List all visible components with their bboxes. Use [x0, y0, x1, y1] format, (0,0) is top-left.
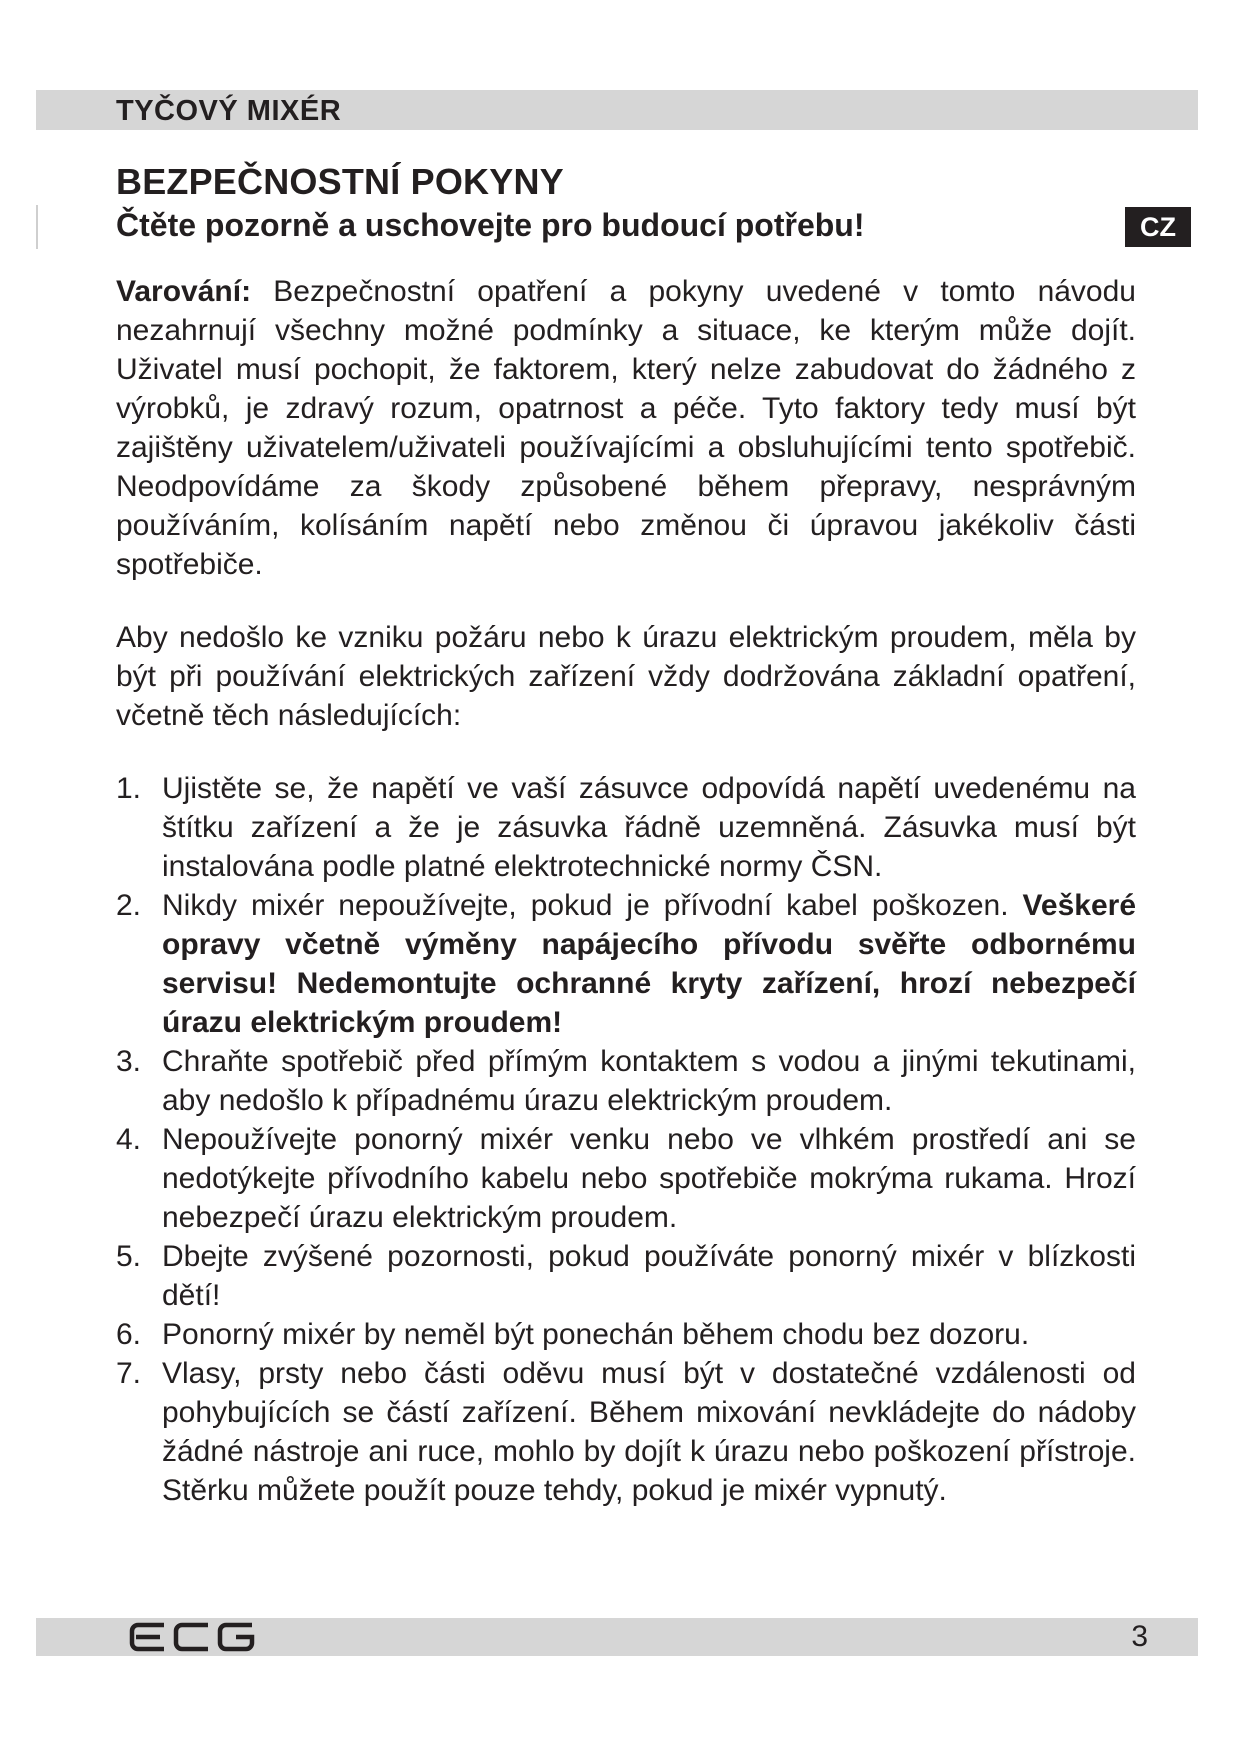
footer-bar: [36, 1618, 1198, 1656]
list-item-number: 2.: [116, 889, 142, 922]
header-title: TYČOVÝ MIXÉR: [116, 95, 342, 127]
section-subtitle: Čtěte pozorně a uschovejte pro budoucí potřebu!: [116, 207, 865, 243]
list-item-text-bold: Veškeré opravy včetně výměny napájecího přívodu svěřte odbornému servisu! Nedemontujte ochranné kryty zařízení, hrozí nebezpečí úrazu elektrickým proudem!: [162, 889, 1136, 1039]
list-item-text: Nepoužívejte ponorný mixér venku nebo ve vlhkém prostředí ani se nedotýkejte přívodního kabelu nebo spotřebiče mokrýma rukama. Hrozí nebezpečí úrazu elektrickým proudem.: [162, 1123, 1136, 1234]
list-item-text: Dbejte zvýšené pozornosti, pokud používáte ponorný mixér v blízkosti dětí!: [162, 1240, 1136, 1312]
list-item-number: 3.: [116, 1045, 142, 1078]
list-item-number: 1.: [116, 772, 142, 805]
intro-paragraph: Aby nedošlo ke vzniku požáru nebo k úrazu elektrickým proudem, měla by být při používání elektrických zařízení vždy dodržována základní opatření, včetně těch následujících:: [116, 621, 1136, 732]
list-item-text: Ujistěte se, že napětí ve vaší zásuvce odpovídá napětí uvedenému na štítku zařízení a že je zásuvka řádně uzemněná. Zásuvka musí být instalována podle platné elektrotechnické normy ČSN.: [162, 772, 1136, 883]
list-item: [116, 1120, 1136, 1237]
list-item: [116, 1042, 1136, 1120]
warning-text: Bezpečnostní opatření a pokyny uvedené v tomto návodu nezahrnují všechny možné podmínky a situace, ke kterým může dojít. Uživatel musí pochopit, že faktorem, který nelze zabudovat do žádného z výrobků, je zdravý rozum, opatrnost a péče. Tyto faktory tedy musí být zajištěny uživatelem/uživateli používajícími a obsluhujícími tento spotřebič. Neodpovídáme za škody způsobené během přepravy, nesprávným používáním, kolísáním napětí nebo změnou či úpravou jakékoliv části spotřebiče.: [116, 275, 1136, 581]
list-item: [116, 1354, 1136, 1510]
list-item-text: [162, 886, 1136, 1042]
list-item-text: Ponorný mixér by neměl být ponechán během chodu bez dozoru.: [162, 1318, 1030, 1351]
language-badge: CZ: [1125, 207, 1191, 247]
header-bar: [36, 90, 1198, 130]
list-item: [116, 769, 1136, 886]
warning-paragraph: [116, 272, 1136, 584]
page-number: 3: [1131, 1620, 1148, 1653]
list-item: [116, 1315, 1136, 1354]
list-item-text: Vlasy, prsty nebo části oděvu musí být v dostatečné vzdálenosti od pohybujících se částí zařízení. Během mixování nevkládejte do nádoby žádné nástroje ani ruce, mohlo by dojít k úrazu nebo poškození přístroje. Stěrku můžete použít pouze tehdy, pokud je mixér vypnutý.: [162, 1357, 1136, 1507]
list-item-number: 7.: [116, 1357, 142, 1390]
list-item-number: 4.: [116, 1123, 142, 1156]
list-item: [116, 1237, 1136, 1315]
side-tick: [36, 205, 38, 249]
list-item-number: 5.: [116, 1240, 142, 1273]
ecg-logo: [128, 1620, 256, 1654]
main-content: [116, 160, 1136, 1510]
list-item-number: 6.: [116, 1318, 142, 1351]
section-title: BEZPEČNOSTNÍ POKYNY: [116, 161, 564, 202]
warning-label: Varování:: [116, 275, 252, 308]
list-item-text-regular: Nikdy mixér nepoužívejte, pokud je přívodní kabel poškozen.: [162, 889, 1023, 922]
list-item-text: Chraňte spotřebič před přímým kontaktem s vodou a jinými tekutinami, aby nedošlo k případnému úrazu elektrickým proudem.: [162, 1045, 1136, 1117]
safety-list: [116, 769, 1136, 1510]
list-item: [116, 886, 1136, 1042]
